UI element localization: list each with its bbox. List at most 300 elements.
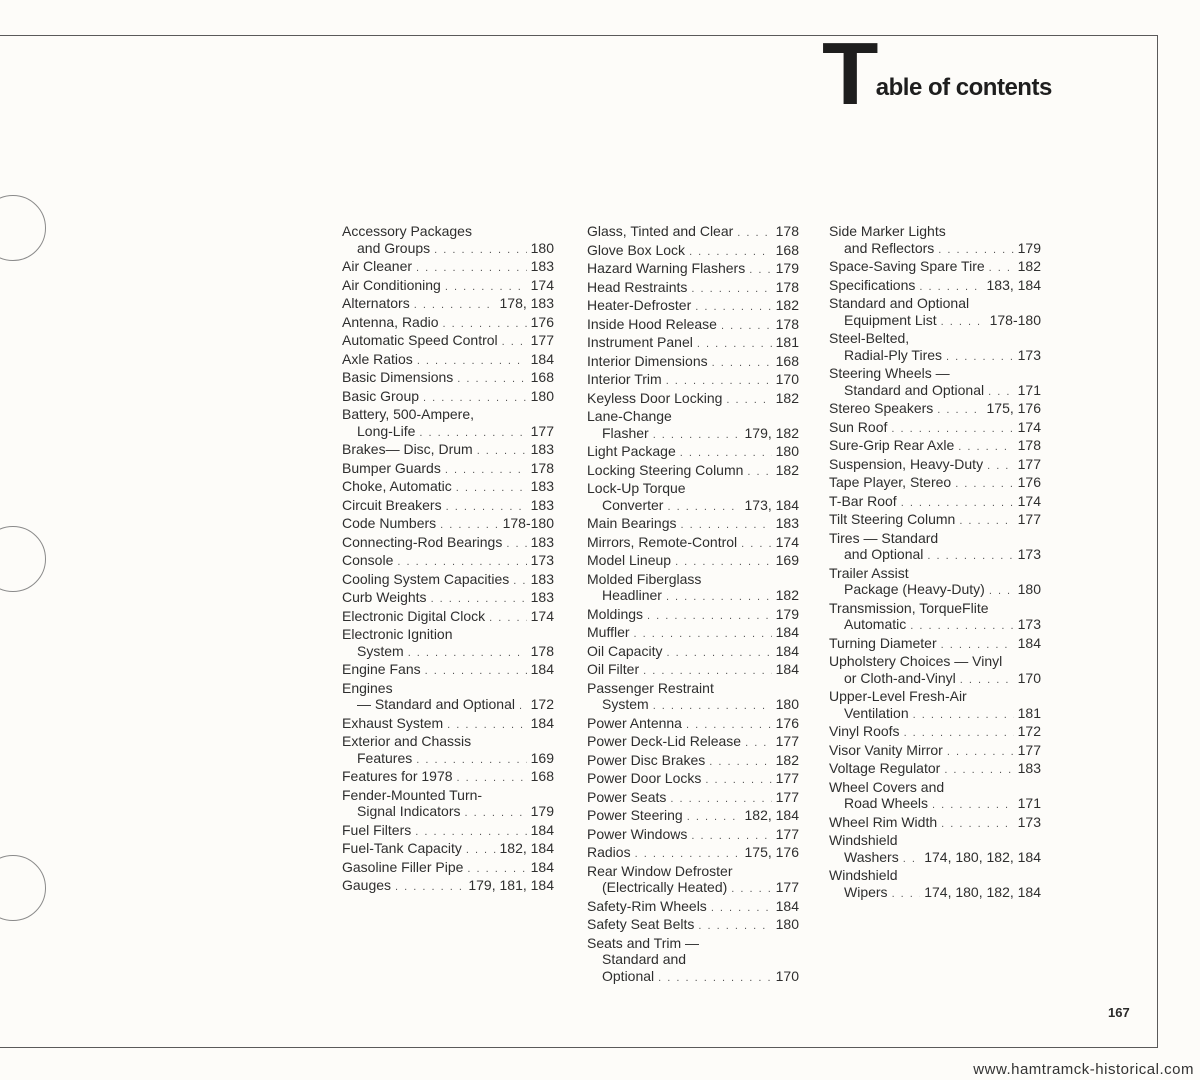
- toc-entry-label: Sure-Grip Rear Axle: [829, 437, 955, 453]
- dot-leader: [958, 439, 1013, 456]
- toc-entry-page: 175, 176: [986, 400, 1041, 416]
- toc-entry: [587, 661, 799, 680]
- toc-entry-label: Inside Hood Release: [587, 315, 717, 332]
- toc-entry-label: Mirrors, Remote-Control: [587, 533, 738, 550]
- toc-entry: [587, 844, 799, 863]
- toc-entry: [829, 867, 1041, 884]
- toc-entry-label: Optional: [602, 967, 655, 984]
- toc-entry: [342, 803, 554, 822]
- toc-entry-page: 173: [1017, 346, 1041, 363]
- toc-entry-page: 178, 183: [499, 295, 554, 311]
- dot-leader: [721, 318, 772, 335]
- toc-entry-page: 180: [775, 696, 799, 712]
- toc-entry: [342, 369, 554, 388]
- toc-entry-page: 179: [775, 605, 799, 622]
- dot-leader: [513, 573, 526, 590]
- toc-entry: [587, 715, 799, 734]
- toc-entry-label: Voltage Regulator: [829, 760, 941, 776]
- dot-leader: [705, 772, 771, 789]
- toc-entry: [342, 608, 554, 627]
- toc-entry-page: 184: [1017, 634, 1041, 651]
- dot-leader: [937, 402, 982, 419]
- dot-leader: [689, 244, 772, 261]
- toc-entry: [587, 223, 799, 242]
- watermark-url: www.hamtramck-historical.com: [973, 1061, 1194, 1078]
- toc-entry: [342, 460, 554, 479]
- toc-entry: [342, 840, 554, 859]
- toc-entry-label: Accessory Packages: [342, 223, 472, 239]
- toc-entry-label: Air Conditioning: [342, 276, 441, 293]
- toc-entry-label: Interior Dimensions: [587, 352, 708, 369]
- toc-entry: [829, 760, 1041, 779]
- toc-entry-page: 180: [530, 239, 554, 256]
- toc-entry-label: Engines: [342, 679, 393, 696]
- toc-entry-label: Standard and Optional: [844, 381, 985, 398]
- toc-entry-label: Gasoline Filler Pipe: [342, 858, 464, 875]
- toc-entry-label: Converter: [602, 496, 664, 513]
- toc-entry-label: Flasher: [602, 424, 649, 441]
- toc-entry: [829, 832, 1041, 849]
- toc-entry-page: 177: [775, 788, 799, 805]
- toc-entry-page: 184: [530, 821, 554, 838]
- binder-hole-1: [0, 195, 46, 261]
- toc-entry-label: Tape Player, Stereo: [829, 474, 952, 490]
- dot-leader: [695, 299, 771, 316]
- toc-entry-label: Seats and Trim —: [587, 934, 700, 951]
- dot-leader: [919, 279, 982, 296]
- toc-entry-page: 174: [530, 276, 554, 293]
- toc-entry-page: 174, 180, 182, 184: [924, 848, 1041, 865]
- toc-entry-label: Interior Trim: [587, 371, 662, 387]
- toc-entry-label: Connecting-Rod Bearings: [342, 533, 503, 550]
- toc-entry-label: System: [602, 696, 649, 712]
- dot-leader: [680, 445, 772, 462]
- toc-entry: [829, 546, 1041, 565]
- toc-entry-page: 168: [775, 352, 799, 369]
- toc-entry-page: 178: [530, 459, 554, 476]
- toc-entry-label: Electronic Digital Clock: [342, 607, 486, 624]
- toc-entry: [587, 497, 799, 516]
- toc-entry-label: Windshield: [829, 832, 898, 848]
- dot-leader: [903, 851, 921, 868]
- toc-entry-label: Basic Group: [342, 387, 420, 404]
- toc-entry-page: 175, 176: [744, 844, 799, 860]
- toc-entry-page: 182, 184: [499, 840, 554, 856]
- toc-entry-label: and Optional: [844, 546, 924, 562]
- toc-entry-page: 184: [775, 642, 799, 659]
- toc-entry-label: Tilt Steering Column: [829, 511, 956, 527]
- dot-leader: [666, 645, 771, 662]
- toc-entry-page: 178: [1017, 437, 1041, 453]
- dot-leader: [938, 242, 1013, 259]
- toc-entry: [829, 653, 1041, 670]
- toc-entry: [829, 635, 1041, 654]
- toc-entry-page: 183: [530, 441, 554, 457]
- toc-entry: [342, 680, 554, 697]
- dot-leader: [697, 336, 772, 353]
- toc-entry: [587, 425, 799, 444]
- toc-entry-label: Main Bearings: [587, 515, 677, 531]
- dot-leader: [960, 672, 1014, 689]
- dot-leader: [698, 918, 771, 935]
- dot-leader: [989, 260, 1014, 277]
- toc-entry: [587, 534, 799, 553]
- toc-entry: [829, 688, 1041, 705]
- toc-entry-page: 184: [775, 661, 799, 677]
- toc-entry: [587, 334, 799, 353]
- toc-entry-page: 174, 180, 182, 184: [924, 883, 1041, 900]
- toc-entry: [587, 480, 799, 497]
- dot-leader: [397, 554, 526, 571]
- toc-entry-label: Transmission, TorqueFlite: [829, 599, 989, 616]
- toc-entry: [342, 571, 554, 590]
- toc-entry-label: Package (Heavy-Duty): [844, 581, 985, 597]
- toc-entry-page: 183: [530, 496, 554, 513]
- toc-entry: [342, 733, 554, 750]
- toc-entry-label: Space-Saving Spare Tire: [829, 258, 985, 274]
- toc-entry-page: 177: [775, 825, 799, 842]
- toc-entry-page: 177: [530, 422, 554, 439]
- toc-entry-label: Suspension, Heavy-Duty: [829, 455, 984, 472]
- toc-entry-page: 182: [775, 297, 799, 313]
- toc-entry: [587, 879, 799, 898]
- toc-entry-label: Standard and: [602, 951, 687, 967]
- toc-entry-label: System: [357, 642, 404, 659]
- dot-leader: [415, 824, 526, 841]
- toc-entry-page: 178: [775, 223, 799, 239]
- toc-entry: [342, 314, 554, 333]
- toc-entry-label: Sun Roof: [829, 418, 888, 435]
- toc-entry-page: 168: [530, 768, 554, 784]
- toc-entry: [342, 478, 554, 497]
- toc-entry: [829, 312, 1041, 331]
- toc-entry-label: Washers: [844, 848, 899, 865]
- dot-leader: [670, 791, 771, 808]
- toc-entry-label: Axle Ratios: [342, 350, 413, 367]
- toc-entry: [587, 390, 799, 409]
- toc-entry-page: 177: [1017, 741, 1041, 758]
- dot-leader: [901, 495, 1014, 512]
- toc-entry-label: Lock-Up Torque: [587, 480, 686, 496]
- toc-entry-page: 184: [530, 714, 554, 731]
- dot-leader: [749, 262, 771, 279]
- dot-leader: [666, 373, 772, 390]
- toc-entry-label: Curb Weights: [342, 589, 427, 605]
- toc-entry-page: 168: [775, 241, 799, 258]
- binder-hole-2: [0, 526, 46, 592]
- toc-entry-label: Antenna, Radio: [342, 313, 439, 330]
- toc-entry-label: Visor Vanity Mirror: [829, 741, 943, 758]
- toc-entry-page: 177: [775, 770, 799, 786]
- title-drop-cap: T: [822, 24, 877, 123]
- toc-entry: [829, 849, 1041, 868]
- toc-entry: [587, 680, 799, 697]
- dot-leader: [519, 698, 527, 715]
- toc-entry-page: 183: [775, 515, 799, 531]
- dot-leader: [941, 816, 1014, 833]
- toc-entry-label: Instrument Panel: [587, 334, 693, 350]
- toc-entry-label: Power Door Locks: [587, 770, 702, 786]
- toc-entry-label: Safety Seat Belts: [587, 916, 695, 932]
- toc-entry-page: 179, 181, 184: [468, 877, 554, 893]
- toc-entry: [587, 898, 799, 917]
- bottom-border-rule: [0, 1047, 1158, 1048]
- binder-hole-3: [0, 855, 46, 921]
- toc-entry-page: 173: [1017, 813, 1041, 830]
- toc-entry: [587, 643, 799, 662]
- toc-entry-page: 178: [775, 315, 799, 332]
- toc-entry-label: Oil Capacity: [587, 642, 663, 659]
- toc-entry: [342, 787, 554, 804]
- toc-entry-label: Wipers: [844, 883, 888, 900]
- toc-entry-label: Light Package: [587, 443, 676, 459]
- toc-entry: [829, 400, 1041, 419]
- toc-entry-page: 179, 182: [744, 424, 799, 441]
- dot-leader: [446, 499, 527, 516]
- toc-entry-page: 184: [530, 350, 554, 367]
- toc-entry-label: and Reflectors: [844, 239, 935, 256]
- toc-entry: [587, 443, 799, 462]
- toc-entry-label: Radial-Ply Tires: [844, 346, 943, 363]
- toc-entry-label: Windshield: [829, 867, 898, 883]
- toc-entry-label: Fender-Mounted Turn-: [342, 786, 483, 803]
- toc-entry-label: T-Bar Roof: [829, 492, 897, 509]
- toc-entry: [587, 242, 799, 261]
- dot-leader: [425, 663, 527, 680]
- dot-leader: [445, 279, 527, 296]
- toc-entry: [587, 515, 799, 534]
- toc-entry-label: Molded Fiberglass: [587, 570, 702, 587]
- dot-leader: [944, 762, 1013, 779]
- dot-leader: [416, 260, 527, 277]
- toc-entry-label: Power Steering: [587, 807, 683, 823]
- toc-entry-page: 183: [530, 589, 554, 605]
- toc-entry-label: Console: [342, 552, 394, 568]
- toc-entry: [342, 277, 554, 296]
- toc-entry-page: 170: [775, 371, 799, 387]
- toc-entry-page: 173, 184: [744, 496, 799, 513]
- toc-entry-label: Muffler: [587, 624, 630, 640]
- dot-leader: [927, 548, 1013, 565]
- toc-entry: [342, 515, 554, 534]
- dot-leader: [726, 392, 771, 409]
- toc-entry-page: 180: [530, 387, 554, 404]
- toc-entry: [587, 696, 799, 715]
- toc-entry-page: 182: [1017, 258, 1041, 274]
- dot-leader: [466, 842, 496, 859]
- dot-leader: [477, 443, 527, 460]
- toc-entry: [829, 493, 1041, 512]
- toc-entry-page: 183: [1017, 760, 1041, 776]
- toc-entry-label: Engine Fans: [342, 661, 421, 677]
- toc-entry-label: Equipment List: [844, 311, 937, 328]
- toc-entry: [829, 511, 1041, 530]
- toc-entry-page: 177: [1017, 455, 1041, 472]
- toc-entry-page: 172: [530, 696, 554, 712]
- toc-entry-page: 170: [775, 967, 799, 984]
- dot-leader: [941, 314, 986, 331]
- toc-entry-label: Power Antenna: [587, 714, 682, 731]
- toc-entry-label: Battery, 500-Ampere,: [342, 406, 475, 422]
- toc-entry-page: 173: [530, 552, 554, 568]
- toc-entry-page: 174: [530, 607, 554, 624]
- toc-entry: [587, 353, 799, 372]
- toc-entry-label: Lane-Change: [587, 408, 672, 424]
- dot-leader: [457, 770, 527, 787]
- toc-entry: [342, 295, 554, 314]
- toc-entry: [587, 935, 799, 952]
- toc-entry-page: 178-180: [989, 311, 1041, 328]
- toc-entry: [587, 789, 799, 808]
- toc-entry: [342, 351, 554, 370]
- toc-column-3: [829, 223, 1041, 902]
- toc-entry-label: Glass, Tinted and Clear: [587, 223, 734, 239]
- toc-entry: [342, 406, 554, 423]
- toc-entry-page: 179: [530, 803, 554, 819]
- dot-leader: [932, 797, 1014, 814]
- toc-entry-page: 183, 184: [986, 276, 1041, 293]
- toc-entry: [829, 814, 1041, 833]
- dot-leader: [675, 554, 772, 571]
- dot-leader: [447, 717, 526, 734]
- toc-entry: [342, 589, 554, 608]
- toc-entry-page: 174: [775, 533, 799, 550]
- toc-entry-page: 183: [530, 258, 554, 274]
- dot-leader: [891, 421, 1013, 438]
- dot-leader: [731, 881, 771, 898]
- toc-entry-label: (Electrically Heated): [602, 879, 728, 895]
- toc-entry-page: 171: [1017, 381, 1041, 398]
- toc-entry-label: Vinyl Roofs: [829, 723, 900, 739]
- dot-leader: [737, 225, 771, 242]
- toc-entry-page: 179: [1017, 239, 1041, 256]
- toc-entry-page: 183: [530, 478, 554, 494]
- toc-entry-label: Circuit Breakers: [342, 496, 442, 513]
- dot-leader: [667, 499, 740, 516]
- toc-entry: [829, 779, 1041, 796]
- toc-entry-page: 182, 184: [744, 807, 799, 823]
- dot-leader: [741, 536, 772, 553]
- toc-entry-label: Code Numbers: [342, 515, 437, 531]
- toc-column-1: [342, 223, 554, 896]
- toc-entry-label: Automatic: [844, 616, 907, 632]
- toc-entry-label: Steel-Belted,: [829, 330, 910, 346]
- toc-entry-label: Oil Filter: [587, 661, 640, 677]
- toc-entry: [587, 279, 799, 298]
- toc-entry-label: Standard and Optional: [829, 295, 970, 311]
- toc-entry-page: 178: [530, 642, 554, 659]
- toc-entry: [342, 441, 554, 460]
- toc-entry-page: 176: [775, 714, 799, 731]
- dot-leader: [634, 626, 772, 643]
- toc-entry-page: 178-180: [502, 515, 554, 531]
- dot-leader: [465, 805, 527, 822]
- toc-entry-label: Steering Wheels —: [829, 365, 950, 381]
- toc-entry: [829, 240, 1041, 259]
- toc-entry: [587, 770, 799, 789]
- dot-leader: [653, 698, 772, 715]
- dot-leader: [941, 637, 1014, 654]
- toc-entry: [342, 240, 554, 259]
- dot-leader: [686, 717, 772, 734]
- toc-entry-label: Radios: [587, 844, 631, 860]
- toc-entry: [342, 332, 554, 351]
- toc-entry-page: 168: [530, 369, 554, 385]
- toc-entry-page: 179: [775, 260, 799, 276]
- toc-entry-page: 184: [530, 661, 554, 677]
- toc-entry-page: 180: [1017, 581, 1041, 597]
- toc-entry-label: Keyless Door Locking: [587, 389, 723, 406]
- toc-entry: [587, 260, 799, 279]
- toc-entry: [342, 643, 554, 662]
- dot-leader: [955, 476, 1013, 493]
- toc-entry: [829, 277, 1041, 296]
- toc-entry: [587, 826, 799, 845]
- toc-entry-page: 182: [775, 461, 799, 478]
- toc-entry-label: Locking Steering Column: [587, 461, 744, 478]
- toc-entry-page: 182: [775, 587, 799, 603]
- dot-leader: [666, 589, 772, 606]
- toc-entry-label: Rear Window Defroster: [587, 862, 733, 879]
- dot-leader: [467, 861, 526, 878]
- dot-leader: [989, 583, 1014, 600]
- toc-entry: [587, 752, 799, 771]
- toc-entry-label: Glove Box Lock: [587, 241, 686, 258]
- dot-leader: [443, 316, 527, 333]
- toc-entry: [829, 742, 1041, 761]
- toc-entry-label: Headliner: [602, 587, 662, 603]
- toc-entry-label: Power Seats: [587, 788, 667, 805]
- toc-entry-label: Upper-Level Fresh-Air: [829, 688, 967, 704]
- toc-entry-label: Stereo Speakers: [829, 400, 934, 416]
- toc-entry: [829, 795, 1041, 814]
- toc-entry: [342, 534, 554, 553]
- toc-entry: [587, 624, 799, 643]
- dot-leader: [456, 480, 527, 497]
- dot-leader: [946, 349, 1014, 366]
- toc-entry-page: 177: [530, 332, 554, 348]
- dot-leader: [712, 355, 772, 372]
- dot-leader: [440, 517, 498, 534]
- toc-entry: [342, 715, 554, 734]
- toc-entry-page: 184: [530, 858, 554, 875]
- dot-leader: [423, 390, 527, 407]
- toc-entry-page: 180: [775, 916, 799, 932]
- toc-entry: [587, 462, 799, 481]
- toc-entry-label: Features: [357, 749, 413, 766]
- toc-entry: [829, 884, 1041, 903]
- toc-entry-page: 173: [1017, 546, 1041, 562]
- toc-entry-page: 169: [530, 749, 554, 766]
- toc-entry-label: Turning Diameter: [829, 634, 937, 651]
- toc-entry-page: 180: [775, 443, 799, 459]
- dot-leader: [395, 879, 464, 896]
- toc-entry-page: 178: [775, 278, 799, 295]
- toc-entry-label: or Cloth-and-Vinyl: [844, 669, 956, 686]
- toc-entry-label: and Groups: [357, 239, 431, 256]
- toc-entry-label: Trailer Assist: [829, 564, 909, 581]
- toc-entry-label: Bumper Guards: [342, 459, 441, 476]
- toc-entry: [342, 423, 554, 442]
- dot-leader: [445, 462, 527, 479]
- toc-entry-label: Model Lineup: [587, 552, 672, 568]
- page-title: [822, 24, 1052, 123]
- toc-entry-label: Automatic Speed Control: [342, 332, 498, 348]
- dot-leader: [747, 464, 771, 481]
- toc-entry: [829, 581, 1041, 600]
- toc-entry-label: Cooling System Capacities: [342, 570, 510, 587]
- toc-entry: [829, 330, 1041, 347]
